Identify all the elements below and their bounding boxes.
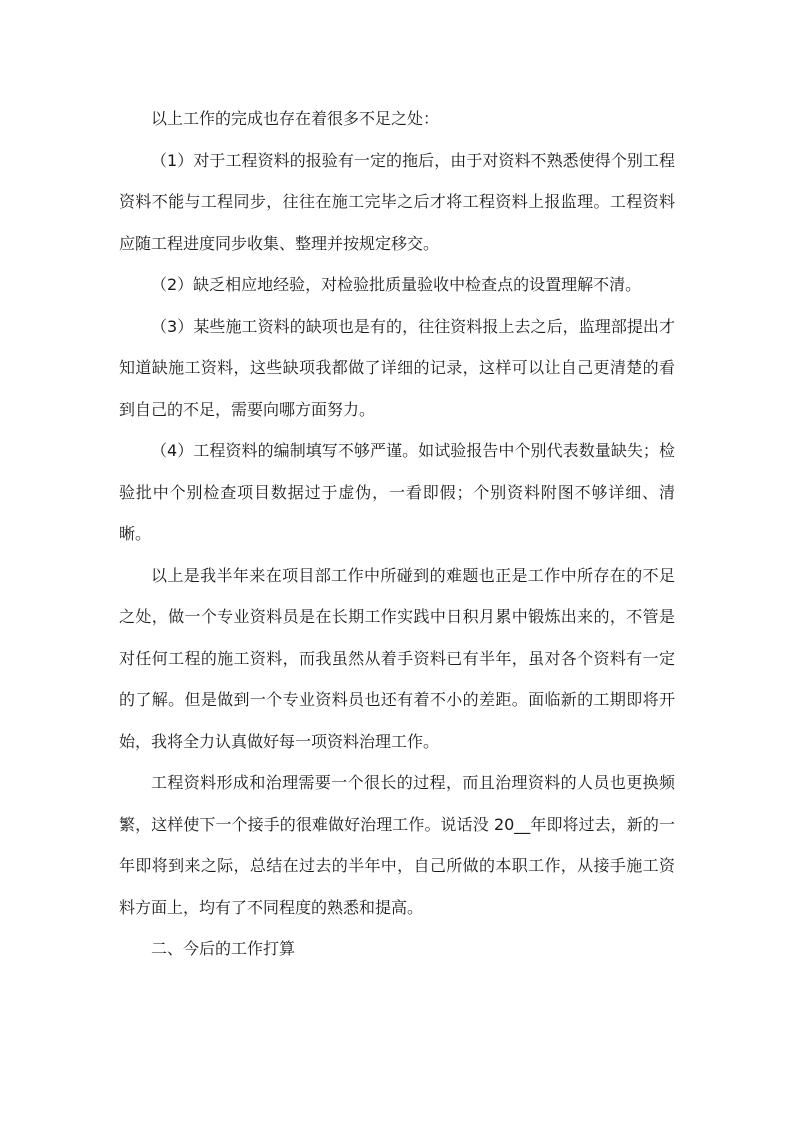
section-heading-plans: 二、今后的工作打算 [151,939,296,958]
paragraph-item-2: （2）缺乏相应地经验，对检验批质量验收中检查点的设置理解不清。 [151,275,642,294]
paragraph-reflection: 工程资料形成和治理需要一个很长的过程，而且治理资料的人员也更换频繁，这样使下一个接手的很难做好治理工作。说话没 20__年即将过去，新的一年即将到来之际，总结在过去的半年中，自己所做的本职工作，从接手施工资料方面上，均有了不同程度的熟悉和提高。 [119,773,675,917]
paragraph-item-1: （1）对于工程资料的报验有一定的拖后，由于对资料不熟悉使得个别工程资料不能与工程同步，往往在施工完毕之后才将工程资料上报监理。工程资料应随工程进度同步收集、整理并按规定移交。 [119,150,675,253]
paragraph-item-3: （3）某些施工资料的缺项也是有的，往往资料报上去之后，监理部提出才知道缺施工资料，这些缺项我都做了详细的记录，这样可以让自己更清楚的看到自己的不足，需要向哪方面努力。 [119,316,675,419]
paragraph-summary: 以上是我半年来在项目部工作中所碰到的难题也正是工作中所存在的不足之处，做一个专业资料员是在长期工作实践中日积月累中锻炼出来的，不管是对任何工程的施工资料，而我虽然从着手资料已有半年，虽对各个资料有一定的了解。但是做到一个专业资料员也还有着不小的差距。面临新的工期即将开始，我将全力认真做好每一项资料治理工作。 [119,565,675,751]
paragraph-intro: 以上工作的完成也存在着很多不足之处： [151,109,440,128]
paragraph-item-4: （4）工程资料的编制填写不够严谨。如试验报告中个别代表数量缺失；检验批中个别检查项目数据过于虚伪，一看即假；个别资料附图不够详细、清晰。 [119,441,675,543]
document-body [119,98,675,970]
